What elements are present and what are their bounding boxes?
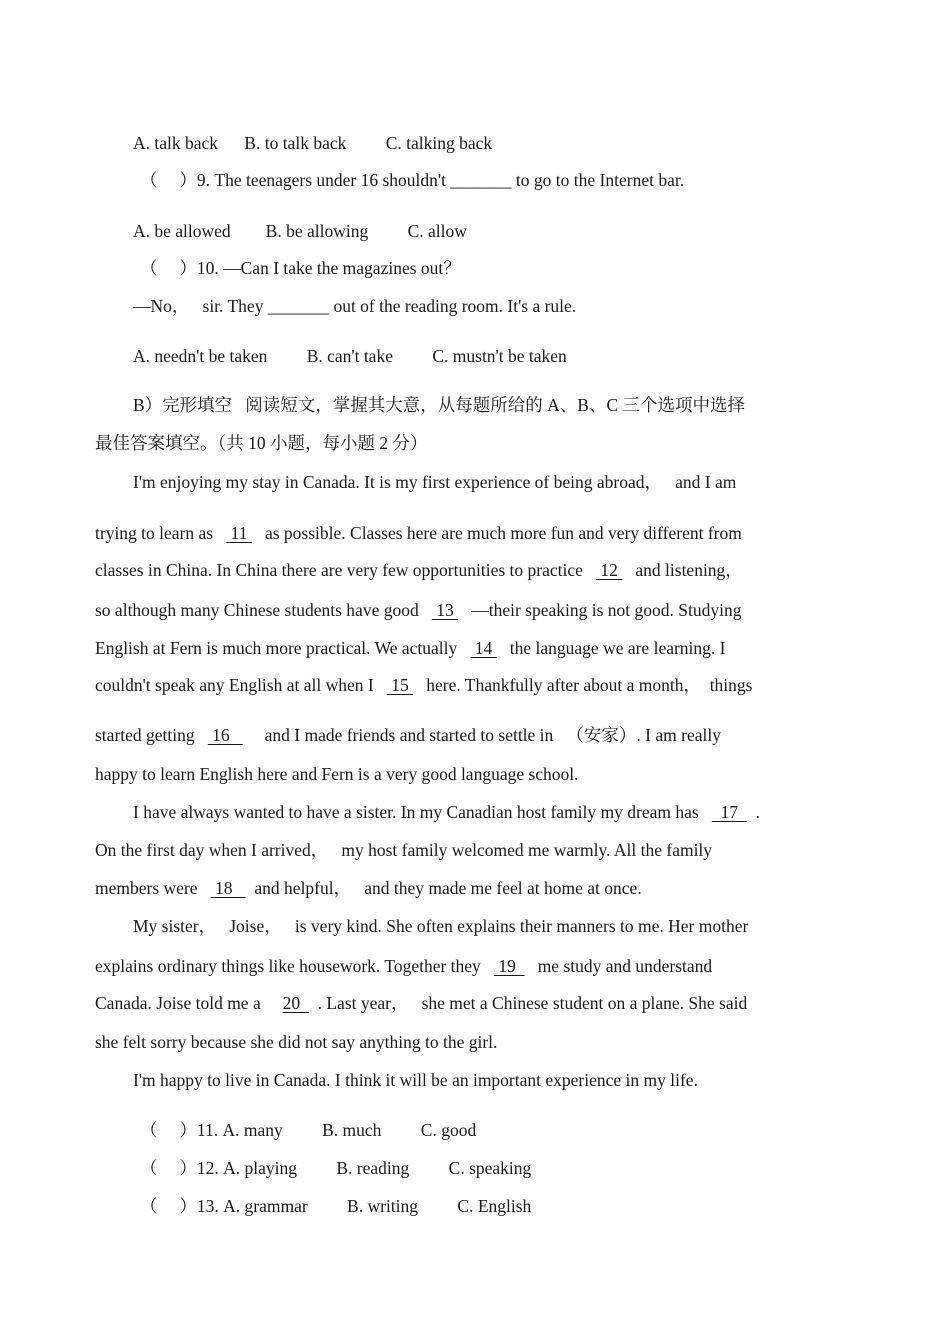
question-11: （ ）11. A. many B. much C. good <box>140 1120 477 1140</box>
blank-11: 11 <box>226 523 252 543</box>
passage-p3-line2: explains ordinary things like housework. Together they 19 me study and understand <box>95 956 713 976</box>
q10-options: A. needn't be taken B. can't take C. mustn't be taken <box>133 346 567 366</box>
q9-stem: （ ）9. The teenagers under 16 shouldn't _______ to go to the Internet bar. <box>140 170 685 190</box>
q9-options: A. be allowed B. be allowing C. allow <box>133 221 467 241</box>
passage-p3-line4: she felt sorry because she did not say anything to the girl. <box>95 1032 498 1052</box>
passage-p1-line7: started getting 16 and I made friends and started to settle in （安家）. I am really <box>95 725 721 745</box>
blank-20: 20 <box>282 993 309 1013</box>
passage-p3-line1: My sister， Joise， is very kind. She often explains their manners to me. Her mother <box>133 916 749 936</box>
q10-reply: —No， sir. They _______ out of the reading room. It's a rule. <box>133 296 577 316</box>
q8-options: A. talk back B. to talk back C. talking back <box>133 133 493 153</box>
blank-18: 18 <box>210 878 246 898</box>
passage-p1-line1: I'm enjoying my stay in Canada. It is my first experience of being abroad， and I am <box>133 472 737 492</box>
passage-p2-line2: On the first day when I arrived， my host family welcomed me warmly. All the family <box>95 840 713 860</box>
passage-p3-line3: Canada. Joise told me a 20 . Last year， she met a Chinese student on a plane. She said <box>95 993 748 1013</box>
passage-p2-line1: I have always wanted to have a sister. In my Canadian host family my dream has 17 . <box>133 802 760 822</box>
blank-17: 17 <box>711 802 747 822</box>
question-13: （ ）13. A. grammar B. writing C. English <box>140 1196 532 1216</box>
section-b-instructions: 最佳答案填空。（共 10 小题，每小题 2 分） <box>95 433 428 453</box>
blank-19: 19 <box>493 956 525 976</box>
passage-p2-line3: members were 18 and helpful， and they made me feel at home at once. <box>95 878 642 898</box>
blank-13: 13 <box>431 600 459 620</box>
passage-p1-line2: trying to learn as 11 as possible. Classes here are much more fun and very different from <box>95 523 742 543</box>
blank-16: 16 <box>207 725 243 745</box>
section-b-heading: B）完形填空 阅读短文，掌握其大意，从每题所给的 A、B、C 三个选项中选择 <box>133 395 746 415</box>
passage-p1-line4: so although many Chinese students have good 13 —their speaking is not good. Studying <box>95 600 742 620</box>
passage-p1-line6: couldn't speak any English at all when I 15 here. Thankfully after about a month， things <box>95 675 753 695</box>
blank-14: 14 <box>470 638 497 658</box>
blank-15: 15 <box>386 675 414 695</box>
passage-p1-line3: classes in China. In China there are very few opportunities to practice 12 and listening， <box>95 560 743 580</box>
passage-p1-line5: English at Fern is much more practical. We actually 14 the language we are learning. I <box>95 638 726 658</box>
blank-12: 12 <box>596 560 623 580</box>
q10-stem: （ ）10. —Can I take the magazines out？ <box>140 258 461 278</box>
passage-p4-line1: I'm happy to live in Canada. I think it will be an important experience in my life. <box>133 1070 698 1090</box>
passage-p1-line8: happy to learn English here and Fern is a very good language school. <box>95 764 579 784</box>
question-12: （ ）12. A. playing B. reading C. speaking <box>140 1158 532 1178</box>
